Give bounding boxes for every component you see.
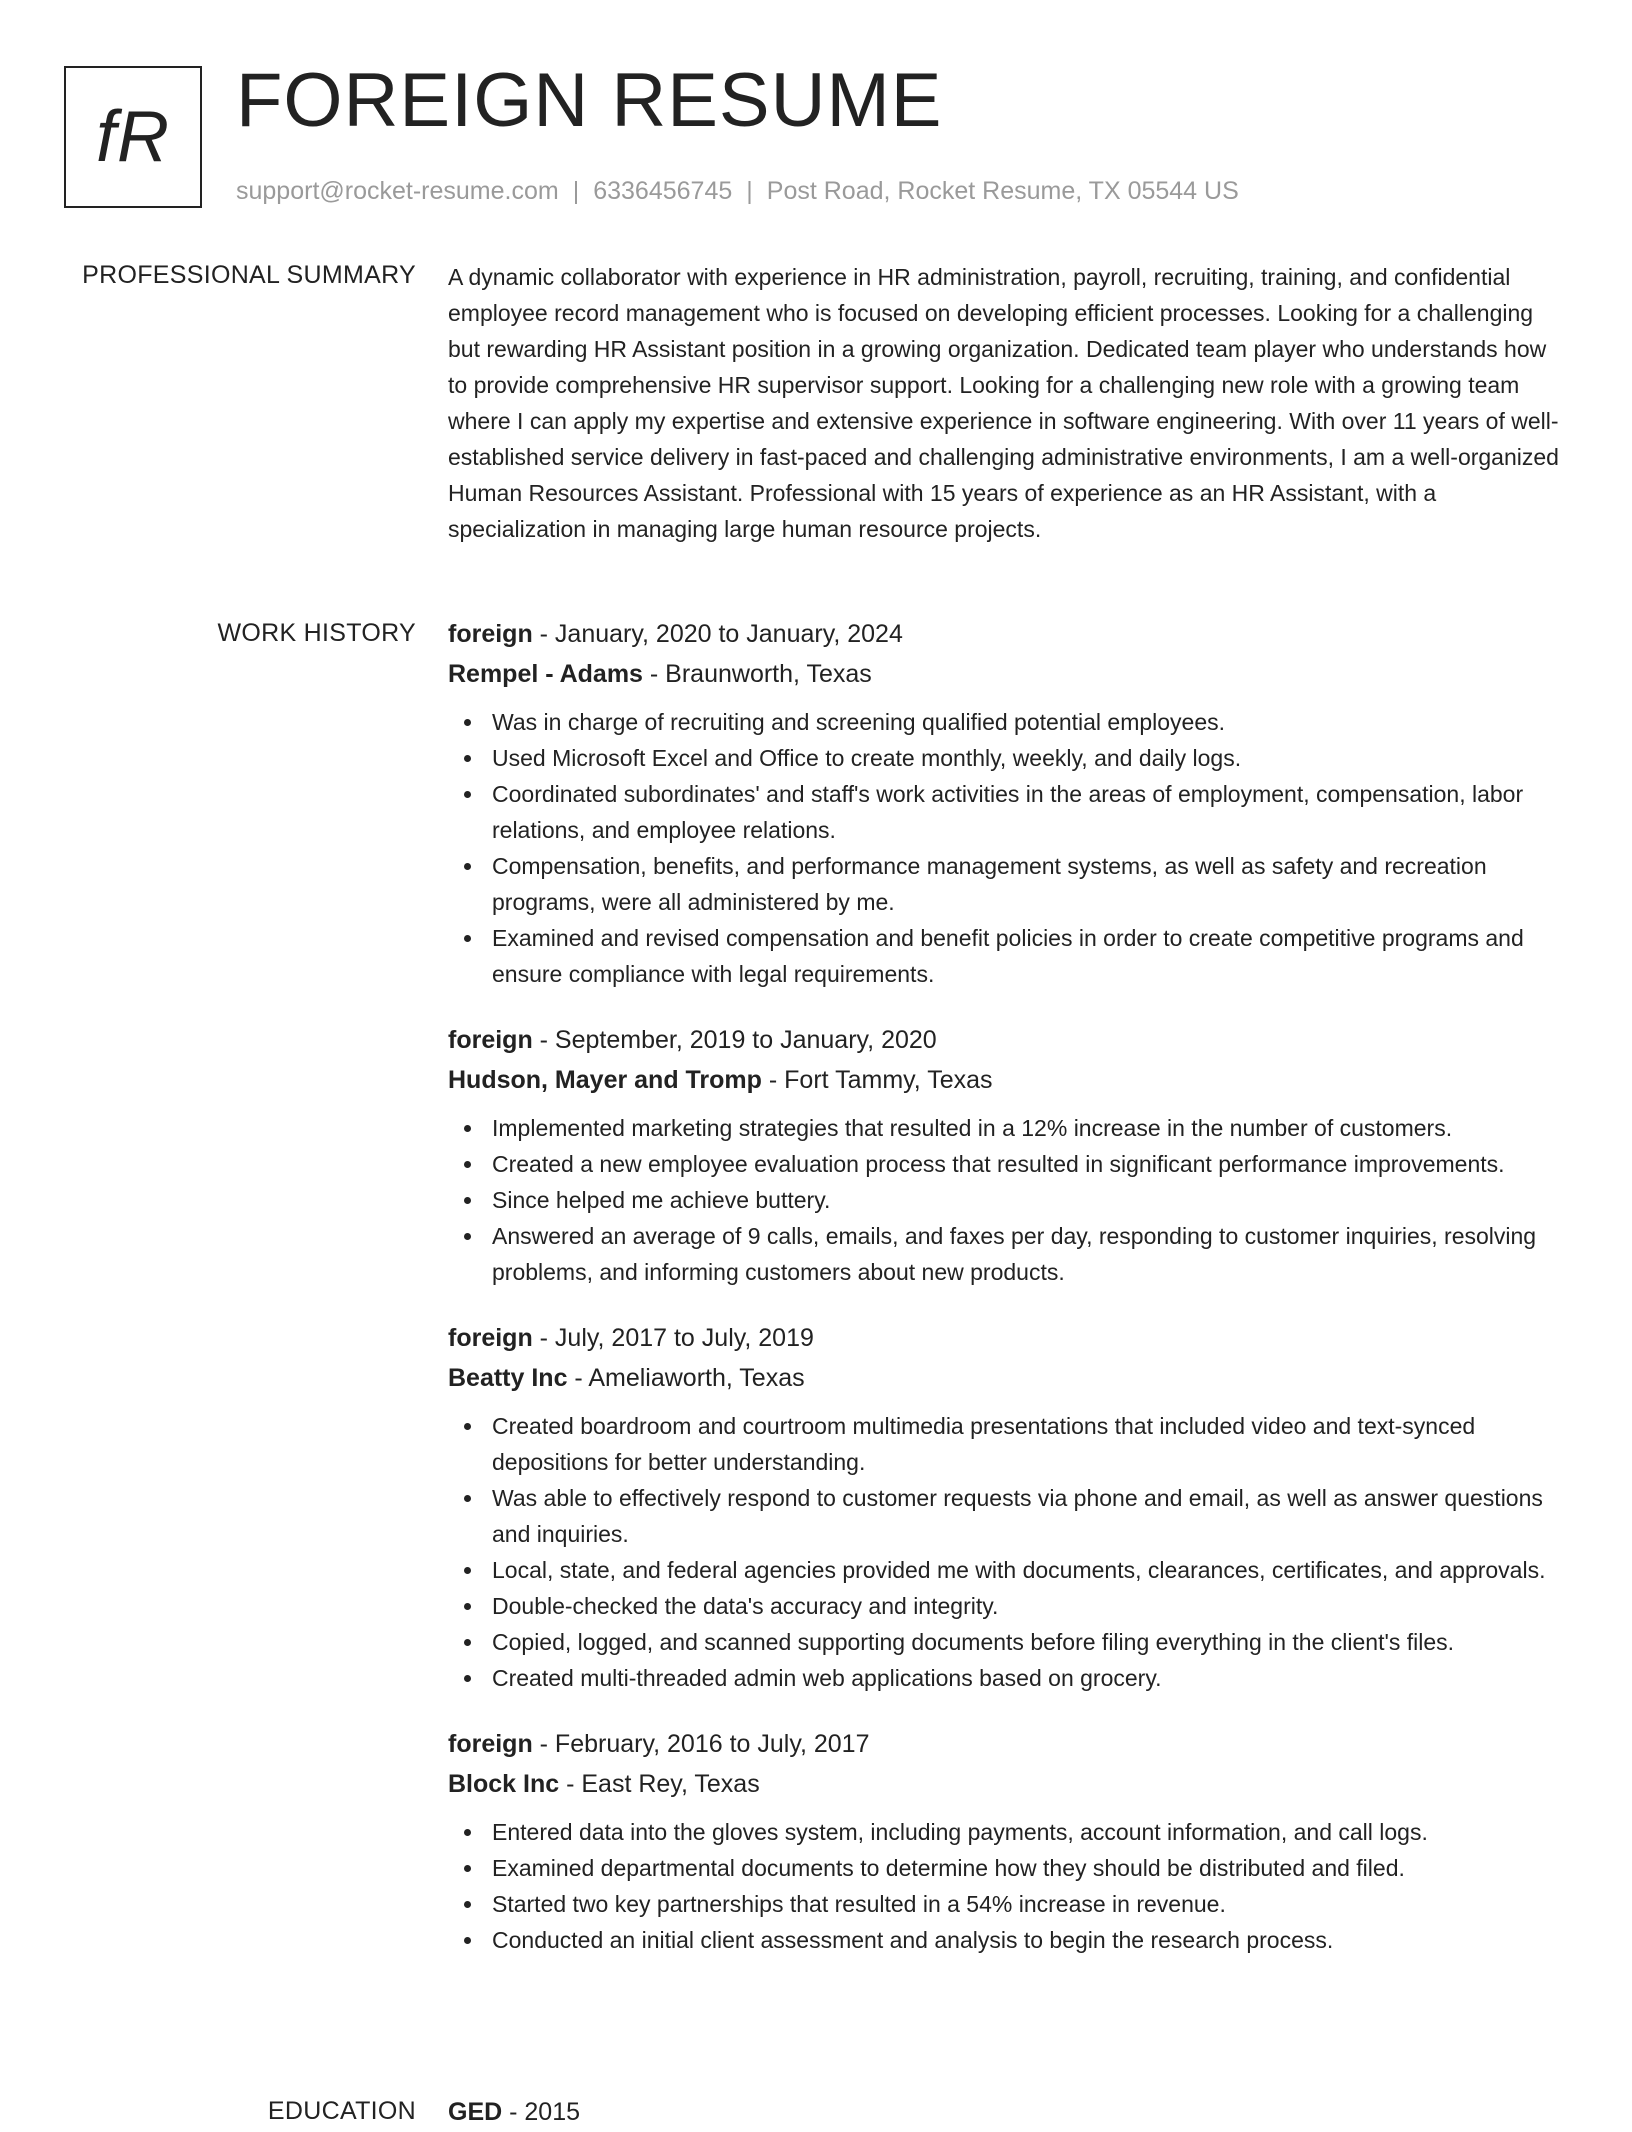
monogram-logo [64, 66, 202, 208]
bullet-icon [464, 755, 471, 762]
education-degree: GED [448, 2098, 503, 2126]
summary-section [448, 259, 1568, 547]
job-bullet-text: Coordinated subordinates' and staff's work activities in the areas of employment, compensation, labor relations, and employee relations. [492, 781, 1524, 843]
bullet-icon [464, 1423, 471, 1430]
job-bullet-text: Local, state, and federal agencies provided me with documents, clearances, certificates, and approvals. [492, 1557, 1546, 1583]
bullet-icon [464, 719, 471, 726]
job-entry [448, 1724, 1568, 1958]
job-bullet [448, 1408, 1568, 1480]
job-title: foreign [448, 1730, 533, 1758]
job-entry [448, 1318, 1568, 1696]
bullet-icon [464, 1161, 471, 1168]
job-bullet [448, 920, 1568, 992]
job-dates: - January, 2020 to January, 2024 [532, 620, 903, 648]
job-company-line [448, 1358, 1568, 1398]
job-bullet [448, 1588, 1568, 1624]
job-company: Hudson, Mayer and Tromp [448, 1066, 762, 1094]
contact-phone: 6336456745 [593, 177, 733, 205]
job-bullet [448, 1146, 1568, 1182]
job-title-line [448, 1318, 1568, 1358]
job-entry [448, 614, 1568, 992]
summary-heading: PROFESSIONAL SUMMARY [82, 261, 416, 289]
contact-line [236, 176, 1239, 206]
job-bullet [448, 1624, 1568, 1660]
job-bullet-list [448, 1110, 1568, 1290]
job-bullet-list [448, 1814, 1568, 1958]
bullet-icon [464, 1865, 471, 1872]
job-dates: - July, 2017 to July, 2019 [532, 1324, 814, 1352]
contact-separator: | [572, 177, 580, 205]
job-bullet [448, 776, 1568, 848]
bullet-icon [464, 791, 471, 798]
job-bullet [448, 1552, 1568, 1588]
job-bullet [448, 1182, 1568, 1218]
work-history-heading: WORK HISTORY [217, 619, 416, 647]
job-bullet-text: Double-checked the data's accuracy and integrity. [492, 1593, 999, 1619]
job-bullet [448, 1922, 1568, 1958]
bullet-icon [464, 863, 471, 870]
job-company: Rempel - Adams [448, 660, 643, 688]
job-bullet-text: Was in charge of recruiting and screening qualified potential employees. [492, 709, 1226, 735]
monogram-text: fR [96, 97, 170, 177]
education-year: - 2015 [502, 2098, 581, 2126]
job-bullet-text: Created a new employee evaluation process that resulted in significant performance improvements. [492, 1151, 1505, 1177]
job-bullet [448, 1850, 1568, 1886]
job-bullet-text: Started two key partnerships that resulted in a 54% increase in revenue. [492, 1891, 1226, 1917]
job-company: Block Inc [448, 1770, 560, 1798]
job-location: - Fort Tammy, Texas [761, 1066, 993, 1094]
contact-separator: | [746, 177, 753, 205]
job-dates: - February, 2016 to July, 2017 [532, 1730, 870, 1758]
bullet-icon [464, 1675, 471, 1682]
job-company-line [448, 1764, 1568, 1804]
job-bullet [448, 1660, 1568, 1696]
job-company-line [448, 654, 1568, 694]
work-history-section [448, 614, 1568, 1986]
job-bullet-text: Implemented marketing strategies that resulted in a 12% increase in the number of customers. [492, 1115, 1453, 1141]
bullet-icon [464, 1233, 471, 1240]
job-title: foreign [448, 1026, 533, 1054]
job-dates: - September, 2019 to January, 2020 [532, 1026, 937, 1054]
education-entry [448, 2092, 1568, 2132]
job-title-line [448, 1020, 1568, 1060]
job-bullet [448, 848, 1568, 920]
bullet-icon [464, 1937, 471, 1944]
job-title: foreign [448, 1324, 533, 1352]
summary-text: A dynamic collaborator with experience in HR administration, payroll, recruiting, training, and confidential employee record management who is focused on developing efficient processes. Looking for a challenging but rewarding HR Assistant position in a growing organization. Dedicated team player who understands how to provide comprehensive HR supervisor support. Looking for a challenging new role with a growing team where I can apply my expertise and extensive experience in software engineering. With over 11 years of well-established service delivery in fast-paced and challenging administrative environments, I am a well-organized Human Resources Assistant. Professional with 15 years of experience as an HR Assistant, with a specialization in managing large human resource projects. [448, 264, 1559, 542]
candidate-name: FOREIGN RESUME [236, 58, 943, 143]
education-heading: EDUCATION [267, 2097, 416, 2125]
job-location: - Braunworth, Texas [642, 660, 872, 688]
bullet-icon [464, 1567, 471, 1574]
job-bullet-text: Since helped me achieve buttery. [492, 1187, 831, 1213]
job-bullet-text: Examined and revised compensation and benefit policies in order to create competitive programs and ensure compliance with legal requirements. [492, 925, 1524, 987]
contact-address: Post Road, Rocket Resume, TX 05544 US [766, 177, 1239, 205]
job-location: - Ameliaworth, Texas [567, 1364, 805, 1392]
job-bullet [448, 1110, 1568, 1146]
job-bullet-text: Created multi-threaded admin web applications based on grocery. [492, 1665, 1162, 1691]
job-title-line [448, 1724, 1568, 1764]
contact-email: support@rocket-resume.com [236, 177, 559, 205]
job-company: Beatty Inc [448, 1364, 568, 1392]
job-entry [448, 1020, 1568, 1290]
job-bullet-text: Compensation, benefits, and performance management systems, as well as safety and recreation programs, were all administered by me. [492, 853, 1487, 915]
job-bullet-text: Answered an average of 9 calls, emails, and faxes per day, responding to customer inquiries, resolving problems, and informing customers about new products. [492, 1223, 1537, 1285]
job-title-line [448, 614, 1568, 654]
bullet-icon [464, 1197, 471, 1204]
bullet-icon [464, 1901, 471, 1908]
job-bullet-text: Was able to effectively respond to customer requests via phone and email, as well as answer questions and inquiries. [492, 1485, 1543, 1547]
job-bullet-text: Copied, logged, and scanned supporting documents before filing everything in the client's files. [492, 1629, 1455, 1655]
job-bullet [448, 1814, 1568, 1850]
bullet-icon [464, 1125, 471, 1132]
job-bullet-text: Conducted an initial client assessment and analysis to begin the research process. [492, 1927, 1334, 1953]
job-bullet [448, 1480, 1568, 1552]
bullet-icon [464, 1495, 471, 1502]
job-company-line [448, 1060, 1568, 1100]
job-bullet [448, 1886, 1568, 1922]
job-bullet-list [448, 704, 1568, 992]
job-location: - East Rey, Texas [559, 1770, 760, 1798]
job-bullet-text: Used Microsoft Excel and Office to create monthly, weekly, and daily logs. [492, 745, 1242, 771]
bullet-icon [464, 1829, 471, 1836]
job-title: foreign [448, 620, 533, 648]
job-bullet-text: Examined departmental documents to determine how they should be distributed and filed. [492, 1855, 1405, 1881]
education-section [448, 2092, 1568, 2132]
job-bullet-text: Created boardroom and courtroom multimedia presentations that included video and text-synced depositions for better understanding. [492, 1413, 1476, 1475]
job-bullet [448, 704, 1568, 740]
bullet-icon [464, 935, 471, 942]
job-bullet [448, 740, 1568, 776]
bullet-icon [464, 1603, 471, 1610]
job-bullet-list [448, 1408, 1568, 1696]
job-bullet-text: Entered data into the gloves system, including payments, account information, and call logs. [492, 1819, 1428, 1845]
bullet-icon [464, 1639, 471, 1646]
job-bullet [448, 1218, 1568, 1290]
